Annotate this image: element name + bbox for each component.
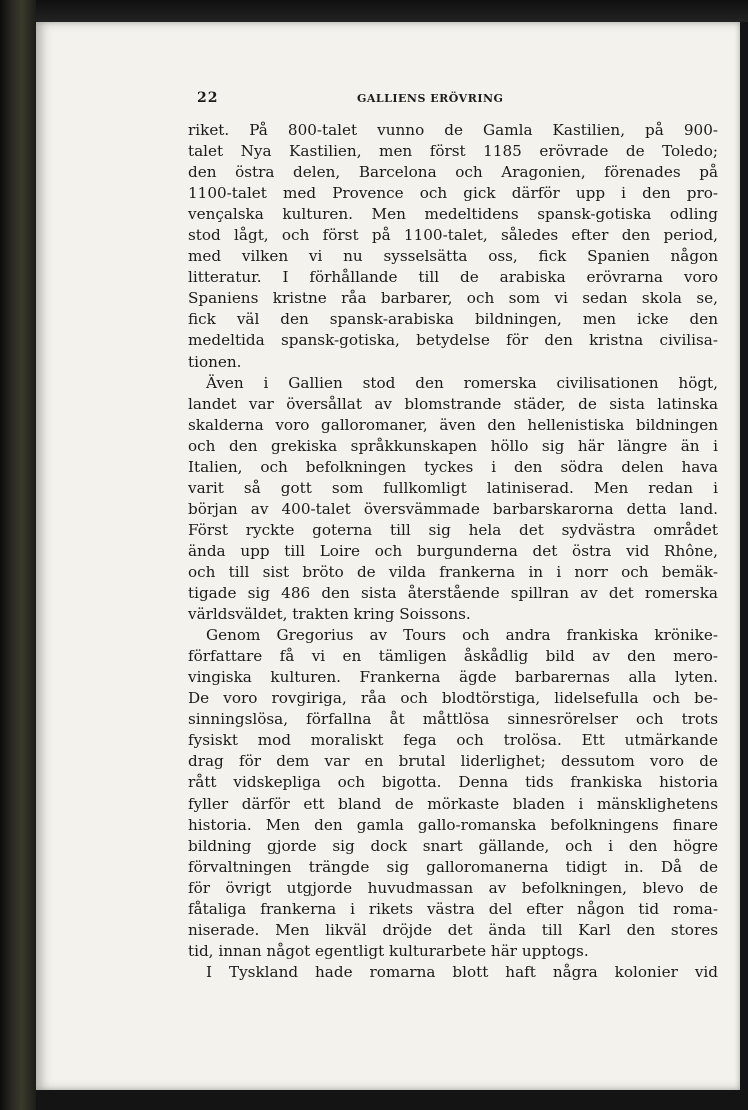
text-line: niserade. Men likväl dröjde det ända till Karl den stores [188, 920, 718, 939]
text-line: tid, innan något egentligt kulturarbete här upptogs. [188, 941, 589, 960]
text-line: och till sist bröto de vilda frankerna in i norr och bemäk- [188, 562, 718, 581]
text-line: vençalska kulturen. Men medeltidens spansk-gotiska odling [188, 205, 718, 224]
text-line: Först ryckte goterna till sig hela det sydvästra området [188, 520, 718, 539]
text-line: fyller därför ett bland de mörkaste bladen i mänsklighetens [188, 794, 718, 813]
text-line: författare få vi en tämligen åskådlig bild av den mero- [188, 647, 718, 666]
book-spine [0, 0, 36, 1110]
text-line: litteratur. I förhållande till de arabiska erövrarna voro [188, 268, 718, 287]
page-number: 22 [197, 90, 219, 106]
body-text [188, 120, 718, 983]
text-line: fysiskt mod moraliskt fega och trolösa. Ett utmärkande [188, 731, 718, 750]
text-line: Spaniens kristne råa barbarer, och som vi sedan skola se, [188, 289, 718, 308]
running-title: GALLIENS ERÖVRING [357, 92, 504, 105]
text-line: förvaltningen trängde sig galloromanerna tidigt in. Då de [188, 857, 718, 876]
text-line: drag för dem var en brutal liderlighet; dessutom voro de [188, 752, 718, 771]
text-line: Genom Gregorius av Tours och andra frankiska krönike- [206, 626, 718, 645]
text-line: början av 400-talet översvämmade barbarskarorna detta land. [188, 499, 718, 518]
text-line: varit så gott som fullkomligt latiniserad. Men redan i [188, 478, 718, 497]
text-line: Även i Gallien stod den romerska civilisationen högt, [206, 373, 718, 392]
text-line: 1100-talet med Provence och gick därför upp i den pro- [188, 184, 718, 203]
text-line: världsväldet, trakten kring Soissons. [188, 605, 471, 624]
text-line: tigade sig 486 den sista återstående spillran av det romerska [188, 584, 718, 603]
text-line: den östra delen, Barcelona och Aragonien, förenades på [188, 163, 718, 182]
text-line: och den grekiska språkkunskapen höllo sig här längre än i [188, 436, 718, 455]
text-line: historia. Men den gamla gallo-romanska befolkningens finare [188, 815, 718, 834]
text-line: rått vidskepliga och bigotta. Denna tids frankiska historia [188, 773, 718, 792]
text-line: för övrigt utgjorde huvudmassan av befolkningen, blevo de [188, 878, 718, 897]
text-line: riket. På 800-talet vunno de Gamla Kastilien, på 900- [188, 121, 718, 139]
text-line: fåtaliga frankerna i rikets västra del efter någon tid roma- [188, 899, 718, 918]
text-line: bildning gjorde sig dock snart gällande, och i den högre [188, 836, 718, 855]
text-line: medeltida spansk-gotiska, betydelse för den kristna civilisa- [188, 331, 718, 350]
book-page [36, 22, 740, 1090]
text-line: sinningslösa, förfallna åt måttlösa sinnesrörelser och trots [188, 710, 718, 729]
text-line: med vilken vi nu sysselsätta oss, fick Spanien någon [188, 247, 718, 266]
page-header [36, 90, 740, 110]
text-line: talet Nya Kastilien, men först 1185 erövrade de Toledo; [188, 142, 718, 161]
text-line: stod lågt, och först på 1100-talet, således efter den period, [188, 226, 718, 245]
text-line: ända upp till Loire och burgunderna det östra vid Rhône, [188, 541, 718, 560]
text-line: tionen. [188, 352, 242, 371]
scan-edge [36, 0, 748, 22]
text-line: De voro rovgiriga, råa och blodtörstiga, lidelsefulla och be- [188, 689, 718, 708]
text-line: fick väl den spansk-arabiska bildningen, men icke den [188, 310, 718, 329]
text-line: vingiska kulturen. Frankerna ägde barbarernas alla lyten. [188, 668, 718, 687]
text-line: landet var översållat av blomstrande städer, de sista latinska [188, 394, 718, 413]
text-line: I Tyskland hade romarna blott haft några kolonier vid [206, 962, 718, 981]
text-line: skalderna voro galloromaner, även den hellenistiska bildningen [188, 415, 718, 434]
text-line: Italien, och befolkningen tyckes i den södra delen hava [188, 457, 718, 476]
